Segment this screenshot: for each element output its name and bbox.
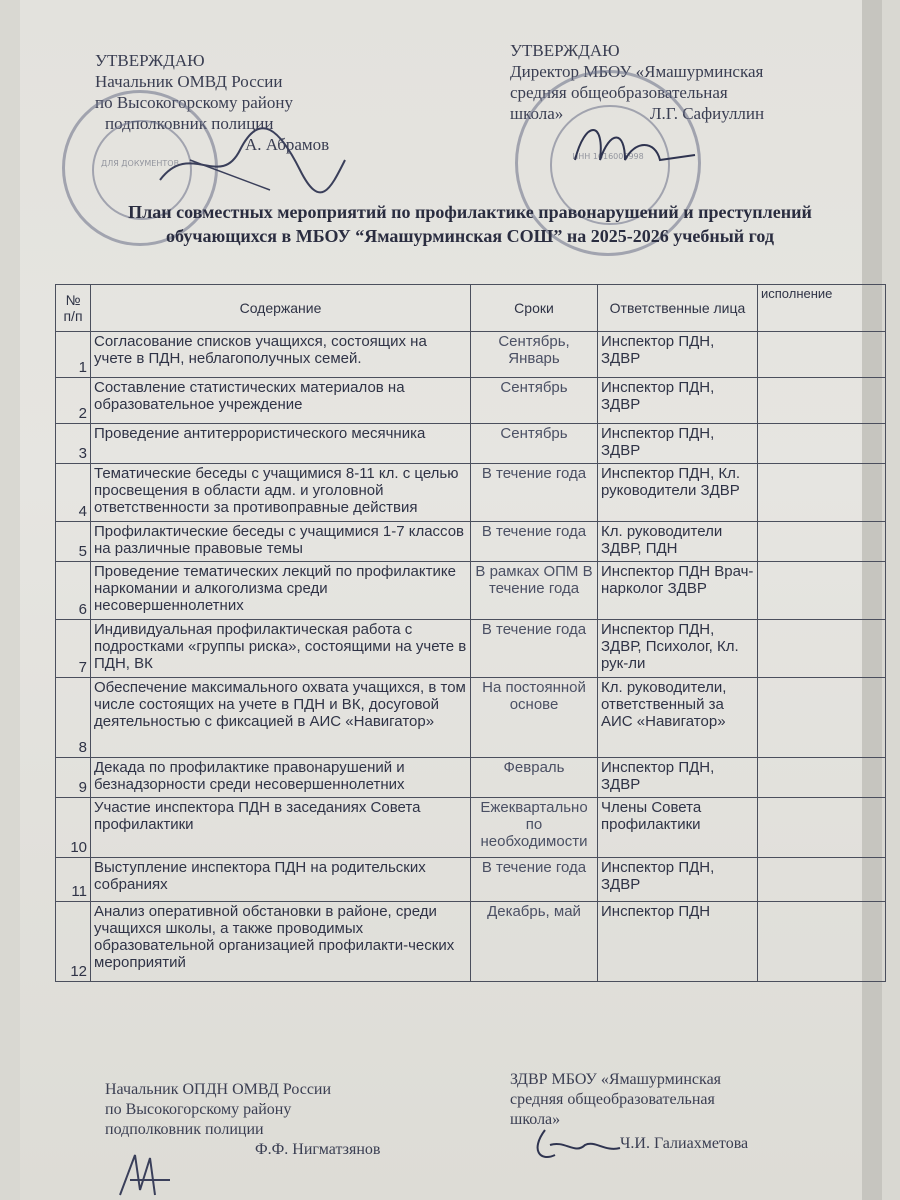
table-row [56,620,886,678]
row-execution [758,758,886,798]
row-content: Профилактические беседы с учащимися 1-7 классов на различные правовые темы [91,522,471,562]
row-content: Обеспечение максимального охвата учащихся, в том числе состоящих на учете в ПДН и ВК, досуговой деятельностью с фиксацией в АИС «Навигатор» [91,678,471,758]
row-responsible: Инспектор ПДН, ЗДВР [598,332,758,378]
table-row [56,902,886,982]
table-row [56,332,886,378]
approve-right-line: средняя общеобразовательная [510,83,728,102]
row-number: 5 [56,522,91,562]
row-term: В течение года [471,620,598,678]
footer-left-line: по Высокогорскому району [105,1101,292,1118]
row-number: 1 [56,332,91,378]
row-term: В течение года [471,858,598,902]
left-signature [150,120,350,200]
row-responsible: Инспектор ПДН Врач-нарколог ЗДВР [598,562,758,620]
row-execution [758,858,886,902]
row-execution [758,424,886,464]
row-term: В течение года [471,522,598,562]
approve-right-signatory: Л.Г. Сафиуллин [650,104,765,123]
row-number: 10 [56,798,91,858]
row-execution [758,522,886,562]
row-term: Декабрь, май [471,902,598,982]
row-execution [758,562,886,620]
table-row [56,758,886,798]
approve-right-line: школа» [510,104,564,123]
header-responsible: Ответственные лица [598,285,758,332]
row-term: Сентябрь [471,378,598,424]
row-execution [758,378,886,424]
row-execution [758,678,886,758]
row-term: Февраль [471,758,598,798]
approve-right-heading: УТВЕРЖДАЮ [510,41,620,60]
row-responsible: Кл. руководители ЗДВР, ПДН [598,522,758,562]
row-responsible: Инспектор ПДН [598,902,758,982]
row-responsible: Инспектор ПДН, ЗДВР, Психолог, Кл. рук-ли [598,620,758,678]
row-responsible: Инспектор ПДН, Кл. руководители ЗДВР [598,464,758,522]
row-responsible: Члены Совета профилактики [598,798,758,858]
footer-right-line: ЗДВР МБОУ «Ямашурминская [510,1071,722,1088]
row-execution [758,902,886,982]
seal-text: ДЛЯ ДОКУМЕНТОВ [100,159,180,168]
header-num: № п/п [56,285,91,332]
row-term: Сентябрь [471,424,598,464]
footer-left-line: подполковник полиции [105,1121,264,1138]
footer-left-signatory: Ф.Ф. Нигматзянов [255,1141,381,1158]
row-execution [758,798,886,858]
table-row [56,464,886,522]
header-term: Сроки [471,285,598,332]
footer-right-signatory: Ч.И. Галиахметова [620,1135,749,1152]
row-number: 6 [56,562,91,620]
title-line-1: План совместных мероприятий по профилактике правонарушений и преступлений [128,202,812,222]
approve-left-line: подполковник полиции [105,114,274,133]
approve-left-heading: УТВЕРЖДАЮ [95,51,205,70]
footer-left-line: Начальник ОПДН ОМВД России [105,1081,332,1098]
row-responsible: Кл. руководители, ответственный за АИС «Навигатор» [598,678,758,758]
header-content: Содержание [91,285,471,332]
row-responsible: Инспектор ПДН, ЗДВР [598,424,758,464]
row-number: 12 [56,902,91,982]
footer-left-signature [110,1150,180,1200]
row-content: Проведение тематических лекций по профилактике наркомании и алкоголизма среди несовершеннолетних [91,562,471,620]
header-execution: исполнение [758,285,886,332]
events-table [55,284,886,982]
row-responsible: Инспектор ПДН, ЗДВР [598,858,758,902]
approve-left-line: по Высокогорскому району [95,93,293,112]
row-term: Ежеквартально по необходимости [471,798,598,858]
row-term: В рамках ОПМ В течение года [471,562,598,620]
footer-right-line: средняя общеобразовательная [510,1091,715,1108]
row-content: Декада по профилактике правонарушений и безнадзорности среди несовершеннолетних [91,758,471,798]
right-signature [565,110,705,180]
table-row [56,562,886,620]
table-row [56,858,886,902]
seal-text: ИНН 1616006998 [572,152,644,162]
table-header-row [56,285,886,332]
table-row [56,678,886,758]
row-responsible: Инспектор ПДН, ЗДВР [598,758,758,798]
row-content: Выступление инспектора ПДН на родительских собраниях [91,858,471,902]
table-row [56,798,886,858]
row-content: Составление статистических материалов на образовательное учреждение [91,378,471,424]
row-content: Проведение антитеррористического месячника [91,424,471,464]
approve-left-line: Начальник ОМВД России [95,72,283,91]
row-number: 8 [56,678,91,758]
row-number: 2 [56,378,91,424]
footer-right-signature [525,1120,625,1165]
row-content: Индивидуальная профилактическая работа с подростками «группы риска», состоящими на учете в ПДН, ВК [91,620,471,678]
row-number: 7 [56,620,91,678]
row-number: 9 [56,758,91,798]
title-line-2: обучающихся в МБОУ “Ямашурминская СОШ” на 2025-2026 учебный год [166,226,774,246]
row-content: Участие инспектора ПДН в заседаниях Совета профилактики [91,798,471,858]
row-execution [758,332,886,378]
row-number: 11 [56,858,91,902]
row-content: Тематические беседы с учащимися 8-11 кл. с целью просвещения в области адм. и уголовной ответственности за противоправные действия [91,464,471,522]
table-row [56,522,886,562]
table-row [56,424,886,464]
row-content: Согласование списков учащихся, состоящих на учете в ПДН, неблагополучных семей. [91,332,471,378]
footer-right-line: школа» [510,1111,561,1128]
row-term: На постоянной основе [471,678,598,758]
row-responsible: Инспектор ПДН, ЗДВР [598,378,758,424]
approve-right-line: Директор МБОУ «Ямашурминская [510,62,764,81]
table-row [56,378,886,424]
row-number: 3 [56,424,91,464]
row-term: Сентябрь, Январь [471,332,598,378]
row-content: Анализ оперативной обстановки в районе, среди учащихся школы, а также проводимых образовательной организацией профилакти-ческих мероприятий [91,902,471,982]
row-execution [758,620,886,678]
row-term: В течение года [471,464,598,522]
document-title [70,200,870,248]
row-number: 4 [56,464,91,522]
footer-left-block [105,1080,380,1160]
approve-left-signatory: А. Абрамов [245,135,330,154]
row-execution [758,464,886,522]
